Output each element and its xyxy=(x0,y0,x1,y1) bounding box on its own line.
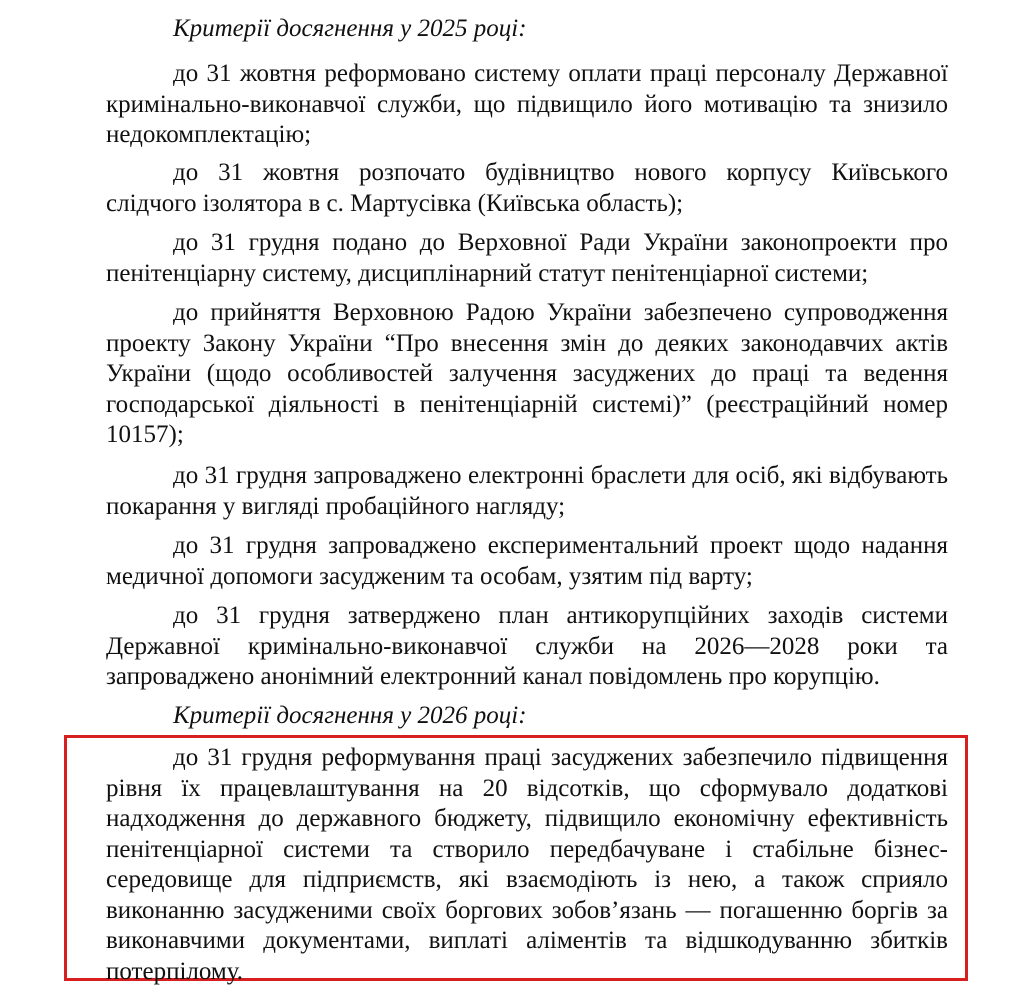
paragraph-2025-2: до 31 жовтня розпочато будівництво нового корпусу Київського слідчого ізолятора в с. Мартусівка (Київська область); xyxy=(106,159,948,217)
heading-criteria-2026: Критерії досягнення у 2026 році: xyxy=(173,702,527,729)
paragraph-2025-6: до 31 грудня запроваджено експериментальний проект щодо надання медичної допомоги засудженим та особам, узятим під варту; xyxy=(106,532,948,590)
paragraph-2025-4: до прийняття Верховною Радою України забезпечено супроводження проекту Закону України “Про внесення змін до деяких законодавчих актів України (щодо особливостей залучення засуджених до праці та ведення господарської діяльності в пенітенціарній системі)” (реєстраційний номер 10157); xyxy=(106,299,948,448)
paragraph-2025-5: до 31 грудня запроваджено електронні браслети для осіб, які відбувають покарання у вигляді пробаційного нагляду; xyxy=(106,462,948,520)
heading-criteria-2025: Критерії досягнення у 2025 році: xyxy=(173,15,527,42)
paragraph-2026-1: до 31 грудня реформування праці засуджених забезпечило підвищення рівня їх працевлаштування на 20 відсотків, що сформувало додаткові надходження до державного бюджету, підвищило економічну ефективність пенітенціарної системи та створило передбачуване і стабільне бізнес-середовище для підприємств, які взаємодіють із нею, а також сприяло виконанню засудженими своїх боргових зобов’язань — погашенню боргів за виконавчими документами, виплаті аліментів та відшкодуванню збитків потерпілому. xyxy=(106,744,948,985)
paragraph-2025-7: до 31 грудня затверджено план антикорупційних заходів системи Державної кримінально-виконавчої служби на 2026—2028 роки та запроваджено анонімний електронний канал повідомлень про корупцію. xyxy=(106,602,948,690)
paragraph-2025-3: до 31 грудня подано до Верховної Ради України законопроекти про пенітенціарну систему, дисциплінарний статут пенітенціарної системи; xyxy=(106,229,948,287)
paragraph-2025-1: до 31 жовтня реформовано систему оплати праці персоналу Державної кримінально-виконавчої служби, що підвищило його мотивацію та знизило недокомплектацію; xyxy=(106,60,948,148)
